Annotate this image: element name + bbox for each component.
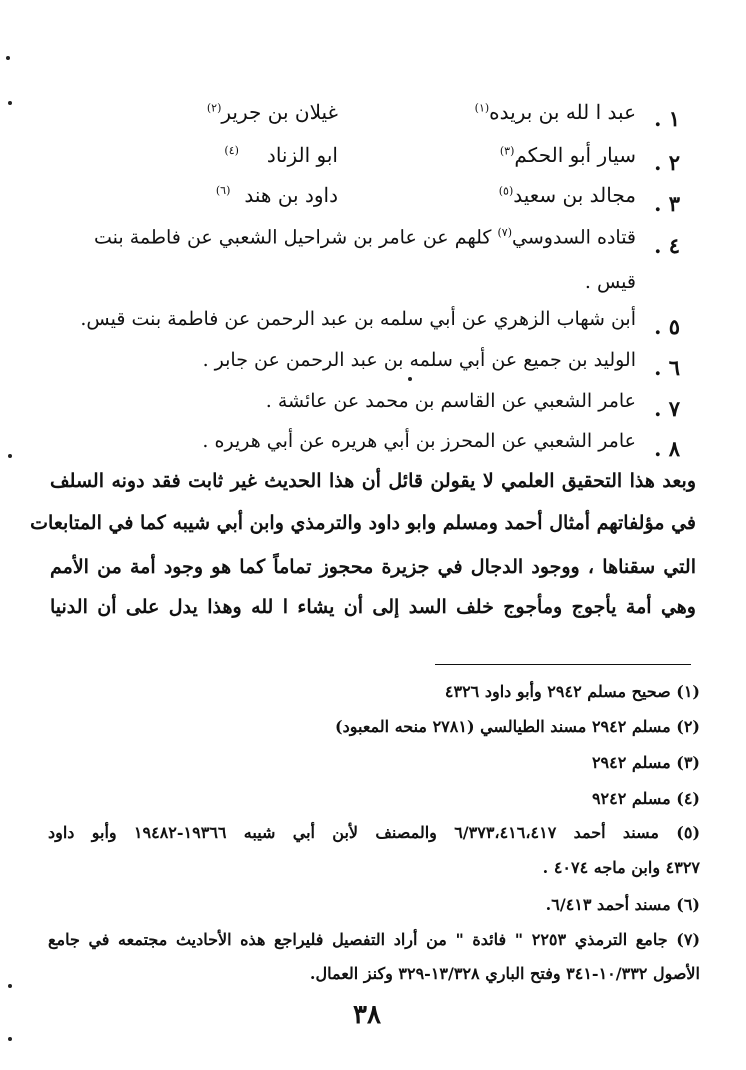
footnote: (٦) مسند أحمد ٦/٤١٣. [545,895,700,914]
footnote-ref: (٣) [499,144,515,158]
list-item-text: أبن شهاب الزهري عن أبي سلمه بن عبد الرحمن عن فاطمة بنت قيس. [80,308,636,330]
list-number: ٤ . [654,233,680,258]
body-paragraph-line: التي سقناها ، ووجود الدجال في جزيرة محجوز تماماً كما هو وجود أمة من الأمم [50,556,696,578]
footnote: (٣) مسلم ٢٩٤٢ [591,753,700,772]
list-item-narrator: ابو الزناد$^{(٤)}$ [224,143,338,167]
footnote-ref: (٧) [497,226,513,239]
list-item-narrator: داود بن هند$^{(٦)}$ [215,183,338,207]
list-number: ٣ . [654,191,680,216]
list-item-text: قتاده السدوسي$^{(٧)}$ كلهم عن عامر بن شراحيل الشعبي عن فاطمة بنت [94,226,637,249]
footnote-continuation: الأصول ١٠/٣٣٢-٣٤١ وفتح الباري ١٣/٣٢٨-٣٢٩ وكنز العمال. [309,964,700,983]
footnote: (١) صحيح مسلم ٢٩٤٢ وأبو داود ٤٣٢٦ [444,682,700,701]
margin-speck [8,984,12,988]
page-number: ٣٨ [353,1000,381,1030]
margin-speck [8,1037,12,1041]
footnote-ref: (٢) [206,101,222,115]
list-number: ٢ . [654,150,680,175]
footnote: (٢) مسلم ٢٩٤٢ مسند الطيالسي (٢٧٨١ منحه المعبود) [335,717,700,736]
footnote-ref: (١) [474,101,490,115]
margin-speck [8,454,12,458]
footnote-ref: (٦) [215,184,231,198]
list-number: ١ . [654,106,680,131]
list-number: ٧ . [654,396,680,421]
body-paragraph-line: وهي أمة يأجوج ومأجوج خلف السد إلى أن يشاء ا لله وهذا يدل على أن الدنيا [50,596,696,618]
margin-speck [6,56,10,60]
list-item-text: الوليد بن جميع عن أبي سلمه بن عبد الرحمن عن جابر . [202,349,636,371]
footnote-ref: (٤) [224,144,239,158]
list-number: ٥ . [654,314,680,339]
footnote-separator [435,664,691,665]
margin-speck [408,377,412,381]
margin-speck [8,101,12,105]
list-item-text: عامر الشعبي عن القاسم بن محمد عن عائشة . [265,390,636,412]
body-paragraph-line: وبعد هذا التحقيق العلمي لا يقولن قائل أن هذا الحديث غير ثابت فقد دونه السلف [50,470,696,492]
footnote: (٧) جامع الترمذي ٢٢٥٣ " فائدة " من أراد التفصيل فليراجع هذه الأحاديث مجتمعه في جامع [48,930,701,949]
list-item-narrator: سيار أبو الحكم$^{(٣)}$ [499,143,636,167]
list-item-continuation: قيس . [584,271,636,293]
list-item-text: عامر الشعبي عن المحرز بن أبي هريره عن أبي هريره . [202,430,636,452]
list-item-narrator: مجالد بن سعيد$^{(٥)}$ [498,183,636,207]
list-item-narrator: غيلان بن جرير$^{(٢)}$ [206,100,338,124]
list-number: ٦ . [654,355,680,380]
list-number: ٨ . [654,436,680,461]
footnote-ref: (٥) [498,184,514,198]
body-paragraph-line: في مؤلفاتهم أمثال أحمد ومسلم وابو داود والترمذي وابن أبي شيبه كما في المتابعات [30,512,696,534]
footnote: (٥) مسند أحمد ٦/٣٧٣،٤١٦،٤١٧ والمصنف لأبن أبي شيبه ١٩٣٦٦-١٩٤٨٢ وأبو داود [48,823,701,842]
footnote: (٤) مسلم ٩٢٤٢ [591,789,700,808]
list-item-narrator: عبد ا لله بن بريده$^{(١)}$ [474,100,636,124]
footnote-continuation: ٤٣٢٧ وابن ماجه ٤٠٧٤ . [542,858,700,877]
